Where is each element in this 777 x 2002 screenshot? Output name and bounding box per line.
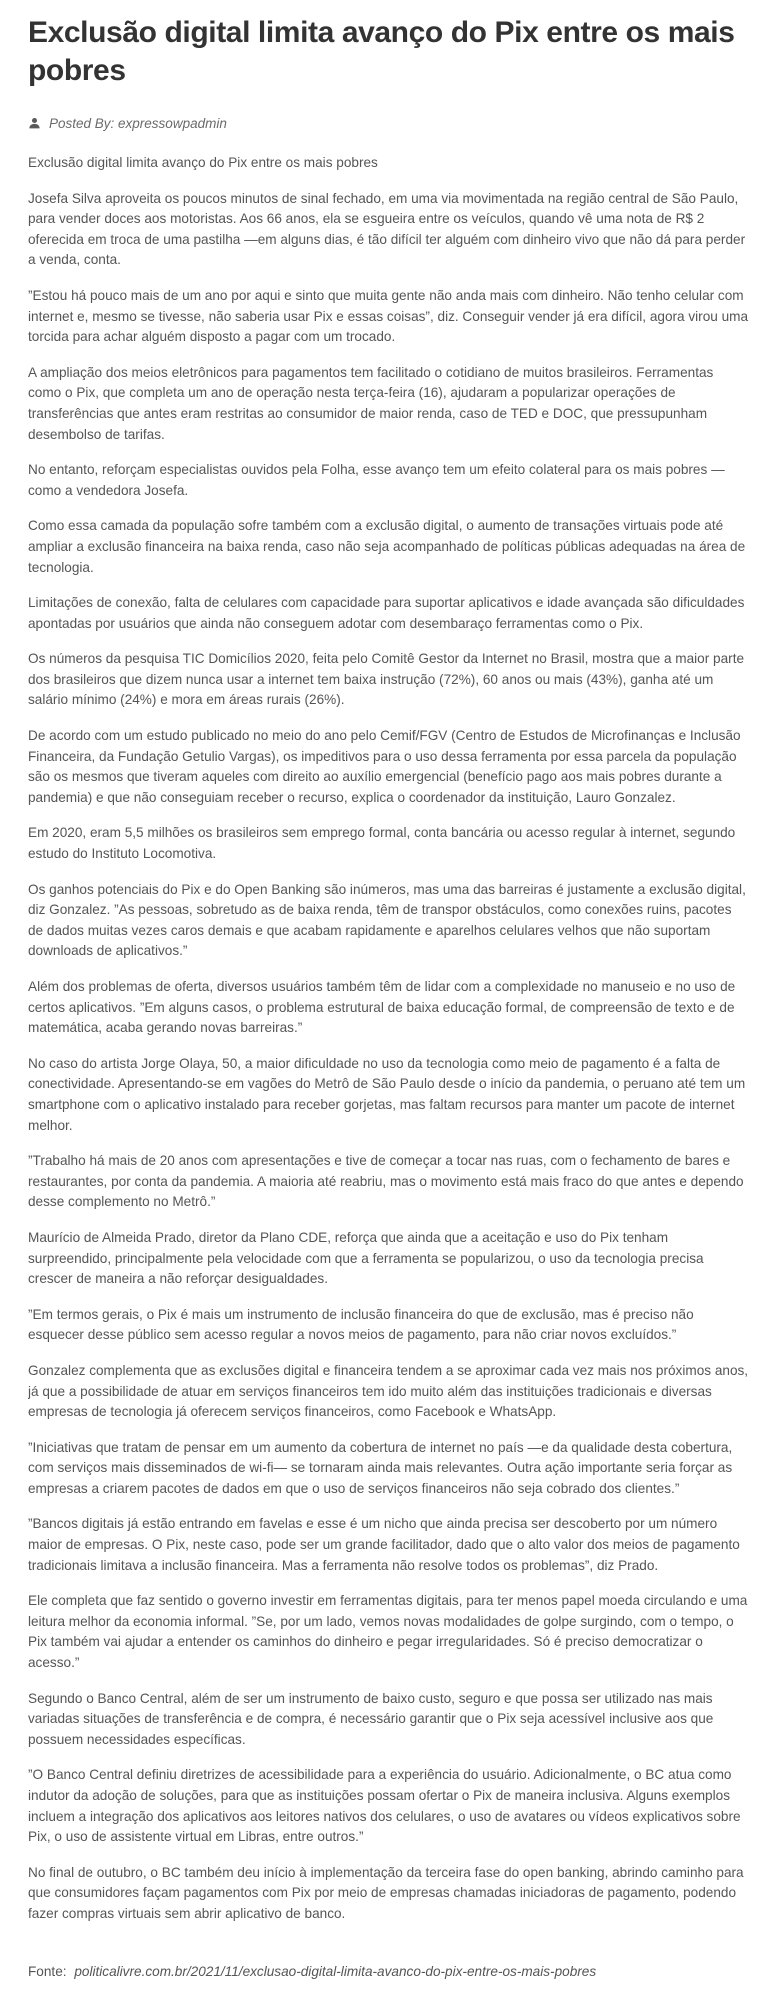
page-title: Exclusão digital limita avanço do Pix entre os mais pobres: [28, 16, 735, 87]
article-paragraph: Os ganhos potenciais do Pix e do Open Banking são inúmeros, mas uma das barreiras é justamente a exclusão digital, diz Gonzalez. ”As pessoas, sobretudo as de baixa renda, têm de transpor obstáculos, como conexões ruins, pacotes de dados muitas vezes caros demais e que acabam rapidamente e aparelhos celulares velhos que não suportam downloads de aplicativos.”: [28, 881, 746, 959]
article-paragraph: ”O Banco Central definiu diretrizes de acessibilidade para a experiência do usuário. Adicionalmente, o BC atua como indutor da adoção de soluções, para que as instituições possam ofertar o Pix de maneira inclusiva. Alguns exemplos incluem a integração dos aplicativos aos leitores nativos dos celulares, o uso de avatares ou vídeos explicativos sobre Pix, o uso de assistente virtual em Libras, entre outros.”: [28, 1767, 741, 1845]
article-body: [28, 153, 749, 1940]
article-paragraph: Como essa camada da população sofre também com a exclusão digital, o aumento de transações virtuais pode até ampliar a exclusão financeira na baixa renda, caso não seja acompanhado de políticas públicas adequadas na área de tecnologia.: [28, 518, 746, 575]
article-paragraph: No final de outubro, o BC também deu início à implementação da terceira fase do open banking, abrindo caminho para que consumidores façam pagamentos com Pix por meio de empresas chamadas iniciadoras de pagamento, podendo fazer compras virtuais sem abrir aplicativo de banco.: [28, 1864, 744, 1921]
article-paragraph: No entanto, reforçam especialistas ouvidos pela Folha, esse avanço tem um efeito colateral para os mais pobres —como a vendedora Josefa.: [28, 462, 725, 498]
article-paragraph: ”Iniciativas que tratam de pensar em um aumento da cobertura de internet no país —e da qualidade desta cobertura, com serviços mais disseminados de wi-fi— se tornaram ainda mais relevantes. Outra ação importante seria forçar as empresas a criarem pacotes de dados em que o uso de serviços financeiros não seja cobrado dos clientes.”: [28, 1439, 733, 1496]
byline-label: Posted By: expressowpadmin: [49, 116, 227, 131]
article-paragraph: Exclusão digital limita avanço do Pix entre os mais pobres: [28, 155, 378, 170]
article-paragraph: Limitações de conexão, falta de celulares com capacidade para suportar aplicativos e idade avançada são dificuldades apontadas por usuários que ainda não conseguem adotar com desembaraço ferramentas como o Pix.: [28, 595, 745, 631]
article-paragraph: ”Em termos gerais, o Pix é mais um instrumento de inclusão financeira do que de exclusão, mas é preciso não esquecer desse público sem acesso regular a novos meios de pagamento, para não criar novos excluídos.”: [28, 1306, 694, 1343]
article-paragraph: Em 2020, eram 5,5 milhões os brasileiros sem emprego formal, conta bancária ou acesso regular à internet, segundo estudo do Instituto Locomotiva.: [28, 825, 736, 862]
article-paragraph: Josefa Silva aproveita os poucos minutos de sinal fechado, em uma via movimentada na região central de São Paulo, para vender doces aos motoristas. Aos 66 anos, ela se esgueira entre os veículos, quando vê uma nota de R$ 2 oferecida em troca de uma pastilha —em alguns dias, é tão difícil ter alguém com dinheiro vivo que não dá para perder a venda, conta.: [28, 190, 746, 268]
source-line: [28, 1962, 749, 1983]
article-paragraph: ”Trabalho há mais de 20 anos com apresentações e tive de começar a tocar nas ruas, com o fechamento de bares e restaurantes, por conta da pandemia. A maioria até reabriu, mas o movimento está mais fraco do que antes e dependo desse complemento no Metrô.”: [28, 1153, 744, 1210]
article-paragraph: Os números da pesquisa TIC Domicílios 2020, feita pelo Comitê Gestor da Internet no Brasil, mostra que a maior parte dos brasileiros que dizem nunca usar a internet tem baixa instrução (72%), 60 anos ou mais (43%), ganha até um salário mínimo (24%) e mora em áreas rurais (26%).: [28, 651, 745, 708]
source-url: politicalivre.com.br/2021/11/exclusao-digital-limita-avanco-do-pix-entre-os-mais-pobres: [74, 1964, 597, 1979]
article-paragraph: De acordo com um estudo publicado no meio do ano pelo Cemif/FGV (Centro de Estudos de Microfinanças e Inclusão Financeira, da Fundação Getulio Vargas), os impeditivos para o uso dessa ferramenta por essa parcela da população são os mesmos que tiveram aqueles com direito ao auxílio emergencial (benefício pago aos mais pobres durante a pandemia) e que não conseguiam receber o recurso, explica o coordenador da instituição, Lauro Gonzalez.: [28, 728, 741, 805]
article-paragraph: Segundo o Banco Central, além de ser um instrumento de baixo custo, seguro e que possa ser utilizado nas mais variadas situações de transferência e de compra, é necessário garantir que o Pix seja acessível inclusive aos que possuem necessidades específicas.: [28, 1690, 714, 1747]
article-paragraph: ”Estou há pouco mais de um ano por aqui e sinto que muita gente não anda mais com dinheiro. Não tenho celular com internet e, mesmo se tivesse, não saberia usar Pix e essas coisas”, diz. Conseguir vender já era difícil, agora virou uma torcida para achar alguém disposto a pagar com um trocado.: [28, 287, 749, 345]
article-paragraph: No caso do artista Jorge Olaya, 50, a maior dificuldade no uso da tecnologia como meio de pagamento é a falta de conectividade. Apresentando-se em vagões do Metrô de São Paulo desde o início da pandemia, o peruano até tem um smartphone com o aplicativo instalado para receber gorjetas, mas faltam recursos para manter um pacote de internet melhor.: [28, 1055, 746, 1133]
source-label: Fonte:: [28, 1964, 67, 1979]
article-paragraph: A ampliação dos meios eletrônicos para pagamentos tem facilitado o cotidiano de muitos brasileiros. Ferramentas como o Pix, que completa um ano de operação nesta terça-feira (16), ajudaram a popularizar operações de transferências que antes eram restritas ao consumidor de maior renda, caso de TED e DOC, que pressupunham desembolso de tarifas.: [28, 364, 714, 442]
article-paragraph: ”Bancos digitais já estão entrando em favelas e esse é um nicho que ainda precisa ser descoberto por um número maior de empresas. O Pix, neste caso, pode ser um grande facilitador, dado que o alto valor dos meios de pagamento tradicionais limitava a inclusão financeira. Mas a ferramenta não resolve todos os problemas”, diz Prado.: [28, 1516, 740, 1573]
byline: [28, 116, 749, 131]
article-paragraph: Maurício de Almeida Prado, diretor da Plano CDE, reforça que ainda que a aceitação e uso do Pix tenham surpreendido, principalmente pela velocidade com que a ferramenta se popularizou, o uso da tecnologia precisa crescer de maneira a não reforçar desigualdades.: [28, 1229, 704, 1287]
article-paragraph: Gonzalez complementa que as exclusões digital e financeira tendem a se aproximar cada vez mais nos próximos anos, já que a possibilidade de atuar em serviços financeiros tem ido muito além das instituições tradicionais e diversas empresas de tecnologia já oferecem serviços financeiros, como Facebook e WhatsApp.: [28, 1362, 749, 1420]
article-paragraph: Ele completa que faz sentido o governo investir em ferramentas digitais, para ter menos papel moeda circulando e uma leitura melhor da economia informal. ”Se, por um lado, vemos novas modalidades de golpe surgindo, com o tempo, o Pix também vai ajudar a entender os caminhos do dinheiro e pegar irregularidades. Só é preciso democratizar o acesso.”: [28, 1593, 748, 1671]
user-icon: [28, 117, 41, 130]
article-paragraph: Além dos problemas de oferta, diversos usuários também têm de lidar com a complexidade no manuseio e no uso de certos aplicativos. ”Em alguns casos, o problema estrutural de baixa educação formal, de compreensão de texto e de matemática, acaba gerando novas barreiras.”: [28, 979, 736, 1036]
